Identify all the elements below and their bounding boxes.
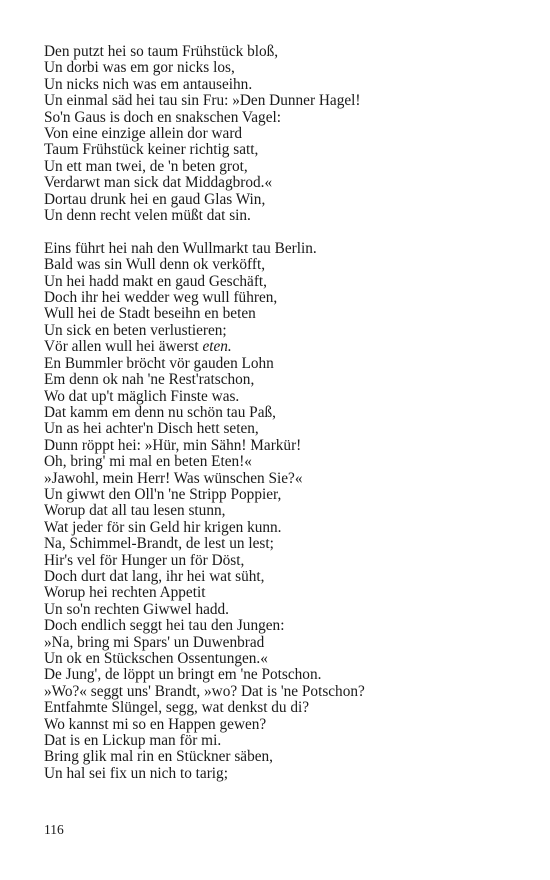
- poem-line: Hir's vel för Hunger un för Döst,: [44, 551, 245, 569]
- poem-line: Von eine einzige allein dor ward: [44, 125, 243, 143]
- poem-line: Un dorbi was em gor nicks los,: [44, 59, 235, 77]
- poem-line: Un einmal säd hei tau sin Fru: »Den Dunner Hagel!: [44, 92, 361, 110]
- poem-line: [44, 339, 514, 355]
- poem-line: Eins führt hei nah den Wullmarkt tau Berlin.: [44, 239, 317, 257]
- poem-line: Wull hei de Stadt beseihn en beten: [44, 305, 256, 323]
- poem-line: Dortau drunk hei en gaud Glas Win,: [44, 190, 266, 208]
- poem-line: Un hei hadd makt en gaud Geschäft,: [44, 272, 268, 290]
- poem-line: Un as hei achter'n Disch hett seten,: [44, 420, 259, 438]
- emphasized-word: eten.: [202, 338, 232, 356]
- poem-line: So'n Gaus is doch en snakschen Vagel:: [44, 108, 281, 126]
- poem-line: Worup dat all tau lesen stunn,: [44, 502, 226, 520]
- poem-line: »Wo?« seggt uns' Brandt, »wo? Dat is 'ne Potschon?: [44, 682, 365, 700]
- poem-line: Entfahmte Slüngel, segg, wat denkst du di?: [44, 699, 310, 717]
- poem-line: Un nicks nich was em antauseihn.: [44, 75, 253, 93]
- poem-line: Un hal sei fix un nich to tarig;: [44, 764, 228, 782]
- poem-line: Doch endlich seggt hei tau den Jungen:: [44, 617, 285, 635]
- poem-line: Oh, bring' mi mal en beten Eten!«: [44, 453, 252, 471]
- poem-line: Dunn röppt hei: »Hür, min Sähn! Markür!: [44, 436, 302, 454]
- poem-line: Doch durt dat lang, ihr hei wat süht,: [44, 567, 265, 585]
- poem-line: De Jung', de löppt un bringt em 'ne Potschon.: [44, 666, 322, 684]
- poem-line: Wo kannst mi so en Happen gewen?: [44, 715, 267, 733]
- poem-line: Dat kamm em denn nu schön tau Paß,: [44, 403, 276, 421]
- poem-line: Verdarwt man sick dat Middagbrod.«: [44, 174, 273, 192]
- poem-line: Un so'n rechten Giwwel hadd.: [44, 600, 229, 618]
- poem-line: Bring glik mal rin en Stückner säben,: [44, 748, 273, 766]
- poem-text: [44, 44, 514, 782]
- poem-line: Un ett man twei, de 'n beten grot,: [44, 157, 248, 175]
- poem-line: Na, Schimmel-Brandt, de lest un lest;: [44, 535, 274, 553]
- poem-line: Wo dat up't mäglich Finste was.: [44, 387, 240, 405]
- poem-line: Wat jeder för sin Geld hir krigen kunn.: [44, 518, 282, 536]
- poem-line: Un ok en Stückschen Ossentungen.«: [44, 650, 268, 668]
- poem-line: Doch ihr hei wedder weg wull führen,: [44, 289, 278, 307]
- poem-line: Em denn ok nah 'ne Rest'ratschon,: [44, 371, 255, 389]
- poem-line: Den putzt hei so taum Frühstück bloß,: [44, 43, 279, 60]
- page-number: 116: [44, 822, 64, 837]
- poem-line: »Na, bring mi Spars' un Duwenbrad: [44, 633, 265, 651]
- poem-line: Un sick en beten verlustieren;: [44, 321, 227, 339]
- poem-line: Dat is en Lickup man för mi.: [44, 732, 222, 750]
- poem-line: En Bummler bröcht vör gauden Lohn: [44, 354, 274, 372]
- stanza: [44, 241, 514, 782]
- poem-line: Bald was sin Wull denn ok verköfft,: [44, 256, 266, 274]
- poem-line: Taum Frühstück keiner richtig satt,: [44, 141, 259, 159]
- poem-line: »Jawohl, mein Herr! Was wünschen Sie?«: [44, 469, 303, 487]
- poem-line: Un giwwt den Oll'n 'ne Stripp Poppier,: [44, 485, 282, 503]
- poem-line: Worup hei rechten Appetit: [44, 584, 206, 602]
- poem-line: Un denn recht velen müßt dat sin.: [44, 207, 251, 225]
- stanza: [44, 44, 514, 224]
- poem-line-text: Vör allen wull hei äwerst: [44, 338, 203, 356]
